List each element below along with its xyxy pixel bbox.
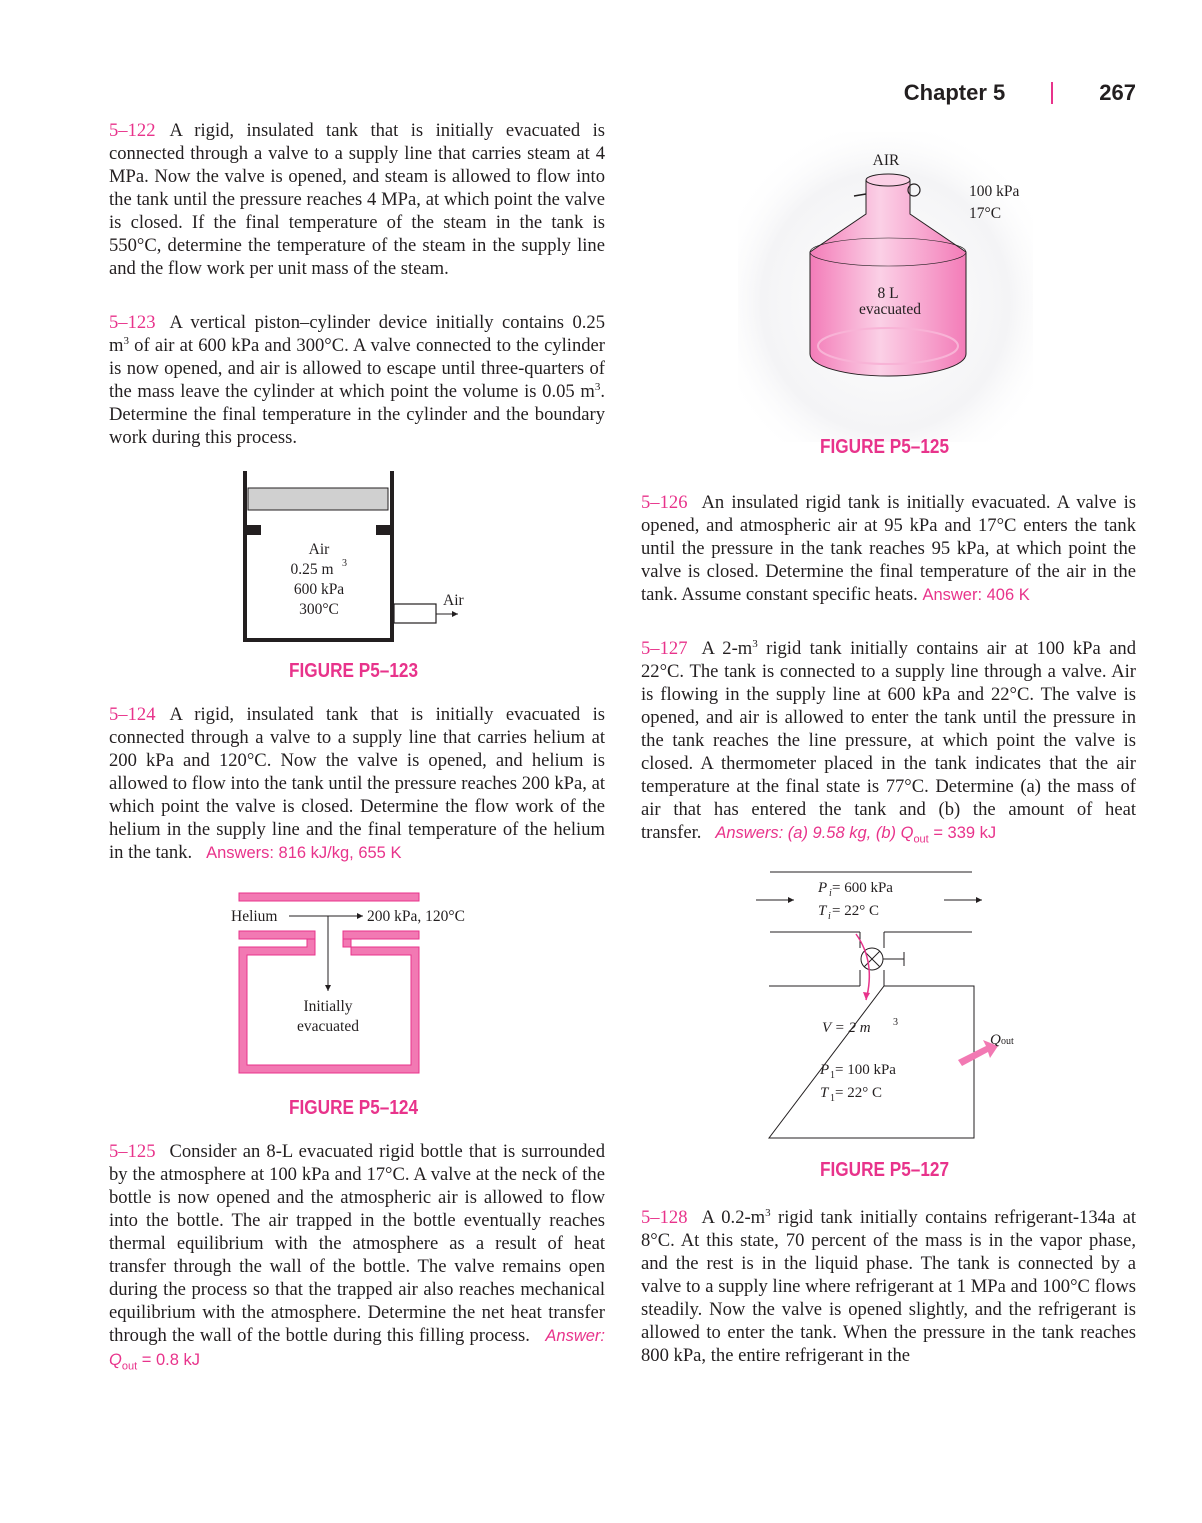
fig-label-volume-sup: 3 — [893, 1017, 898, 1028]
fig-label-volume-sup: 3 — [342, 558, 347, 569]
answer: Answer: $Q_{out} = 0.8$ kJ — [109, 1327, 605, 1373]
fig-label-air: Air — [308, 541, 330, 558]
arrow-head — [976, 897, 982, 903]
fig-label-p1-value: = 100 kPa — [835, 1062, 896, 1078]
outlet-pipe — [394, 604, 436, 623]
arrow-head — [452, 611, 458, 617]
fig-label-pressure: 100 kPa — [969, 183, 1020, 200]
fig-label-volume: 8 L — [877, 285, 899, 302]
fig-label-t1: T — [820, 1085, 829, 1101]
answer: Answer: 406 K — [922, 586, 1030, 604]
superscript: 3 — [123, 334, 129, 347]
fig-label-p1-sub: 1 — [830, 1070, 835, 1081]
problem-text-a: A 2-m — [701, 638, 753, 659]
problem-number: 5–125 — [109, 1141, 156, 1162]
problem-text: Consider an 8-L evacuated rigid bottle that is surrounded by the atmosphere at 100 kPa and 17°C. A valve at the neck of the bottle is now opened and the atmospheric air is allowed to flow into the bottle. The air trapped in the bottle eventually reaches thermal equilibrium with the atmosphere as a result of heat transfer through the wall of the bottle. The valve remains open during the process so that the trapped air also reaches mechanical equilibrium with the atmosphere. Determine the net heat transfer through the wall of the bottle during this filling process. — [109, 1141, 605, 1346]
fig-label-ti-sub: i — [828, 911, 831, 922]
problem-text: A rigid, insulated tank that is initially evacuated is connected through a valve to a supply line that carries steam at 4 MPa. Now the valve is opened, and steam is allowed to flow into the tank until the pressure reaches 4 MPa, at which point the valve is closed. If the final temperature of the steam in the tank is 550°C, determine the temperature of the steam in the supply line and the flow work per unit mass of the steam. — [109, 120, 605, 279]
problem-text-b: of air at 600 kPa and 300°C. A valve connected to the cylinder is now opened, and air is allowed to escape until three-quarters of the mass leave the cylinder at which point the volume is 0.05 m — [109, 335, 605, 402]
figure-p5-123 — [230, 466, 480, 651]
figure-p5-125 — [738, 132, 1033, 442]
fig-label-evacuated: evacuated — [859, 301, 921, 318]
caption-p5-127: FIGURE P5–127 — [820, 1159, 950, 1181]
fig-label-pi-sub: i — [829, 888, 832, 899]
fig-label-ti-value: = 22° C — [832, 903, 879, 919]
page-number: 267 — [1099, 80, 1136, 105]
caption-p5-125: FIGURE P5–125 — [820, 436, 950, 458]
problem-5-127 — [641, 637, 1136, 845]
fig-label-supply-state: 200 kPa, 120°C — [367, 908, 465, 925]
superscript: 3 — [752, 637, 758, 650]
fig-label-q-sub: out — [1001, 1036, 1014, 1047]
problem-text-a: A 0.2-m — [701, 1207, 766, 1228]
problem-number: 5–128 — [641, 1207, 688, 1228]
fig-label-air: AIR — [872, 152, 900, 169]
chapter-label: Chapter 5 — [903, 80, 1006, 105]
header-separator — [1051, 82, 1053, 104]
fig-label-volume: 0.25 m — [290, 561, 334, 578]
arrow-head — [863, 992, 870, 1000]
arrow-head — [788, 897, 794, 903]
fig-label-temperature: 17°C — [969, 205, 1002, 222]
superscript: 3 — [594, 380, 601, 393]
fig-label-pi-value: = 600 kPa — [832, 880, 893, 896]
fig-label-helium: Helium — [231, 908, 278, 925]
answer: Answers: (a) 9.58 kg, (b) $Q_{out} = 339$ kJ — [715, 824, 997, 846]
problem-number: 5–127 — [641, 638, 688, 659]
problem-5-124 — [109, 703, 605, 865]
right-stop — [376, 525, 390, 535]
bottle-neck — [866, 174, 910, 186]
fig-label-evacuated: evacuated — [297, 1018, 359, 1035]
piston — [248, 488, 388, 510]
problem-number: 5–124 — [109, 704, 156, 725]
problem-5-123 — [109, 311, 605, 449]
page-header — [904, 80, 1136, 106]
problem-text: A rigid, insulated tank that is initially evacuated is connected through a valve to a supply line that carries helium at 200 kPa and 120°C. Now the valve is opened, and helium is allowed to flow into the tank until the pressure reaches 200 kPa, at which point the valve is closed. Determine the flow work of the helium in the supply line and the final temperature of the helium in the tank. — [109, 704, 605, 863]
supply-line-top — [239, 893, 419, 901]
answer: Answers: 816 kJ/kg, 655 K — [206, 844, 402, 862]
problem-5-128 — [641, 1206, 1136, 1367]
caption-p5-124: FIGURE P5–124 — [289, 1097, 419, 1119]
figure-p5-127 — [750, 862, 1040, 1142]
problem-text-a: A vertical piston–cylinder device initially contains 0.25 m — [109, 312, 605, 356]
fig-label-t1-sub: 1 — [830, 1093, 835, 1104]
fig-label-volume: V = 2 m — [822, 1020, 871, 1036]
fig-label-t1-value: = 22° C — [835, 1085, 882, 1101]
fig-label-temperature: 300°C — [299, 601, 339, 618]
problem-number: 5–123 — [109, 312, 156, 333]
fig-label-pi: P — [818, 880, 828, 896]
fig-label-ti: T — [818, 903, 827, 919]
arrow-head — [325, 985, 331, 991]
problem-text-b: rigid tank initially contains refrigerant-134a at 8°C. At this state, 70 percent of the mass is in the vapor phase, and the rest is in the liquid phase. The tank is connected by a valve to a supply line where refrigerant at 1 MPa and 100°C flows steadily. Now the valve is opened slightly, and the refrigerant is allowed to enter the tank. When the pressure in the tank reaches 800 kPa, the entire refrigerant in the — [641, 1207, 1136, 1366]
problem-5-125 — [109, 1140, 605, 1372]
caption-p5-123: FIGURE P5–123 — [289, 660, 419, 682]
superscript: 3 — [765, 1206, 771, 1219]
problem-5-126 — [641, 491, 1136, 607]
supply-line-bottom-right — [343, 931, 419, 939]
fig-label-initially: Initially — [303, 998, 353, 1015]
supply-line-bottom-left — [239, 931, 315, 939]
problem-number: 5–122 — [109, 120, 156, 141]
figure-p5-124 — [225, 885, 485, 1080]
left-stop — [247, 525, 261, 535]
problem-number: 5–126 — [641, 492, 688, 513]
fig-label-p1: P — [820, 1062, 830, 1078]
problem-text: An insulated rigid tank is initially evacuated. A valve is opened, and atmospheric air at 95 kPa and 17°C enters the tank until the pressure in the tank reaches 95 kPa, at which point the valve is closed. Determine the final temperature of the air in the tank. Assume constant specific heats. — [641, 492, 1136, 605]
fig-label-pressure: 600 kPa — [293, 581, 345, 598]
problem-text-b: rigid tank initially contains air at 100 kPa and 22°C. The tank is connected to a supply line through a valve. Air is flowing in the supply line at 600 kPa and 22°C. The valve is opened, and air is allowed to enter the tank until the pressure in the tank reaches the line pressure, at which point the valve is closed. A thermometer placed in the tank indicates that the air temperature at the final state is 77°C. Determine (a) the mass of air that has entered the tank and (b) the amount of heat transfer. — [641, 638, 1136, 843]
arrow-head — [357, 913, 363, 919]
problem-text-c: . Determine the final temperature in the cylinder and the boundary work during this process. — [109, 381, 605, 448]
fig-label-air-out: Air — [443, 592, 464, 609]
fig-label-q: Q — [990, 1032, 1001, 1048]
problem-5-122 — [109, 119, 605, 280]
